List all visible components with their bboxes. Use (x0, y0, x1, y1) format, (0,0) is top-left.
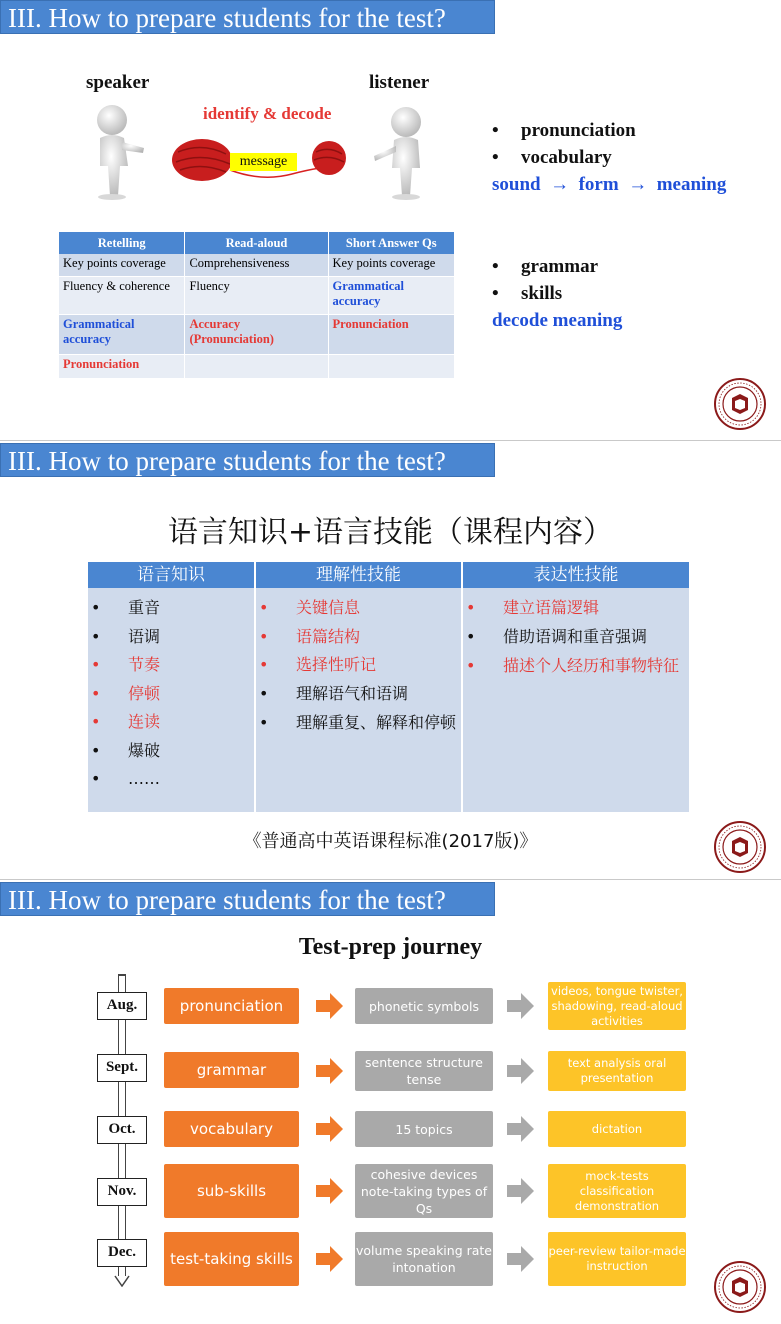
speaker-label: speaker (86, 72, 150, 93)
list-item: • 理解语气和语调 (256, 680, 461, 709)
identify-decode-label: identify & decode (203, 104, 332, 123)
table-cell: Grammatical accuracy (59, 314, 185, 354)
table-header: Read-aloud (185, 232, 328, 254)
listener-label: listener (369, 72, 430, 93)
slide-1 (0, 0, 781, 441)
content-box: phonetic symbols (355, 988, 493, 1024)
list-item: • vocabulary (492, 144, 726, 171)
slide-heading: Test-prep journey (298, 934, 483, 960)
right-arrow-icon (505, 1244, 535, 1274)
focus-box: vocabulary (164, 1111, 299, 1147)
month-label: Sept. (97, 1054, 147, 1082)
table-row (59, 276, 455, 314)
focus-box: grammar (164, 1052, 299, 1088)
slide-3 (0, 882, 781, 1324)
list-item: • 语调 (88, 623, 254, 652)
table-cell: Key points coverage (59, 254, 185, 276)
curriculum-table (88, 562, 689, 812)
comprehension-skills-list (256, 594, 461, 737)
activities-box: dictation (548, 1111, 686, 1147)
right-arrow-icon (505, 1114, 535, 1144)
university-seal-icon (713, 1260, 767, 1314)
bullet-list-top (492, 117, 726, 198)
list-item: • grammar (492, 253, 622, 280)
content-box: 15 topics (355, 1111, 493, 1147)
table-cell: Comprehensiveness (185, 254, 328, 276)
flow-form: form (578, 174, 619, 195)
column-header: 表达性技能 (463, 562, 689, 588)
bullet-list-bottom (492, 253, 622, 334)
message-label: message (230, 153, 297, 171)
list-item: • 关键信息 (256, 594, 461, 623)
table-row (59, 314, 455, 354)
list-item: • 停顿 (88, 680, 254, 709)
university-seal-icon (713, 377, 767, 431)
expression-skills-list (463, 594, 689, 680)
right-arrow-icon (314, 1114, 344, 1144)
table-header: Short Answer Qs (328, 232, 454, 254)
right-arrow-icon: → (545, 174, 574, 195)
focus-box: test-taking skills (164, 1232, 299, 1286)
table-cell: Pronunciation (59, 354, 185, 378)
timeline-arrow-icon (114, 1274, 130, 1292)
content-box: cohesive devices note-taking types of Qs (355, 1164, 493, 1218)
table-header: Retelling (59, 232, 185, 254)
content-box: volume speaking rate intonation (355, 1232, 493, 1286)
list-item: • 连读 (88, 708, 254, 737)
slide-heading: 语言知识+语言技能（课程内容） (167, 515, 614, 550)
list-item: • 重音 (88, 594, 254, 623)
column-header: 语言知识 (88, 562, 254, 588)
right-arrow-icon (505, 1176, 535, 1206)
right-arrow-icon (314, 991, 344, 1021)
list-item: • 理解重复、解释和停顿 (256, 708, 461, 737)
right-arrow-icon (505, 1056, 535, 1086)
speaker-figure-icon (88, 100, 150, 205)
activities-box: text analysis oral presentation (548, 1051, 686, 1091)
table-cell: Fluency (185, 276, 328, 314)
flow-sound: sound (492, 174, 541, 195)
timeline-cap (118, 974, 126, 976)
slide-title: III. How to prepare students for the test? (0, 882, 495, 916)
table-cell: Grammatical accuracy (328, 276, 454, 314)
column-header: 理解性技能 (256, 562, 461, 588)
flow-meaning: meaning (656, 174, 727, 195)
language-knowledge-list (88, 594, 254, 794)
list-item: • 建立语篇逻辑 (463, 594, 689, 623)
list-item: • 选择性听记 (256, 651, 461, 680)
list-item: • 描述个人经历和事物特征 (463, 651, 689, 680)
list-item: • 借助语调和重音强调 (463, 623, 689, 652)
right-arrow-icon (314, 1056, 344, 1086)
slide-2 (0, 443, 781, 880)
focus-box: pronunciation (164, 988, 299, 1024)
activities-box: peer-review tailor-made instruction (548, 1232, 686, 1286)
list-item: • 语篇结构 (256, 623, 461, 652)
activities-box: mock-tests classification demonstration (548, 1164, 686, 1218)
table-cell (185, 354, 328, 378)
right-arrow-icon: → (623, 174, 652, 195)
table-row (59, 354, 455, 378)
month-label: Aug. (97, 992, 147, 1020)
source-citation: 《普通高中英语课程标准(2017版)》 (243, 831, 538, 852)
right-arrow-icon (314, 1176, 344, 1206)
table-row (59, 254, 455, 276)
university-seal-icon (713, 820, 767, 874)
month-label: Oct. (97, 1116, 147, 1144)
listener-figure-icon (370, 100, 432, 205)
right-arrow-icon (505, 991, 535, 1021)
sound-form-meaning-flow (492, 171, 726, 198)
content-box: sentence structure tense (355, 1051, 493, 1091)
right-arrow-icon (314, 1244, 344, 1274)
criteria-table (59, 232, 455, 379)
table-cell: Accuracy (Pronunciation) (185, 314, 328, 354)
month-label: Dec. (97, 1239, 147, 1267)
slide-title: III. How to prepare students for the test? (0, 443, 495, 477)
list-item: • 爆破 (88, 737, 254, 766)
list-item: • …… (88, 765, 254, 794)
table-cell: Pronunciation (328, 314, 454, 354)
decode-meaning-label: decode meaning (492, 310, 623, 331)
activities-box: videos, tongue twister, shadowing, read-aloud activities (548, 982, 686, 1030)
list-item: • pronunciation (492, 117, 726, 144)
table-cell: Fluency & coherence (59, 276, 185, 314)
slide-title: III. How to prepare students for the test? (0, 0, 495, 34)
table-cell (328, 354, 454, 378)
list-item: • skills (492, 280, 622, 307)
focus-box: sub-skills (164, 1164, 299, 1218)
month-label: Nov. (97, 1178, 147, 1206)
table-cell: Key points coverage (328, 254, 454, 276)
list-item: • 节奏 (88, 651, 254, 680)
